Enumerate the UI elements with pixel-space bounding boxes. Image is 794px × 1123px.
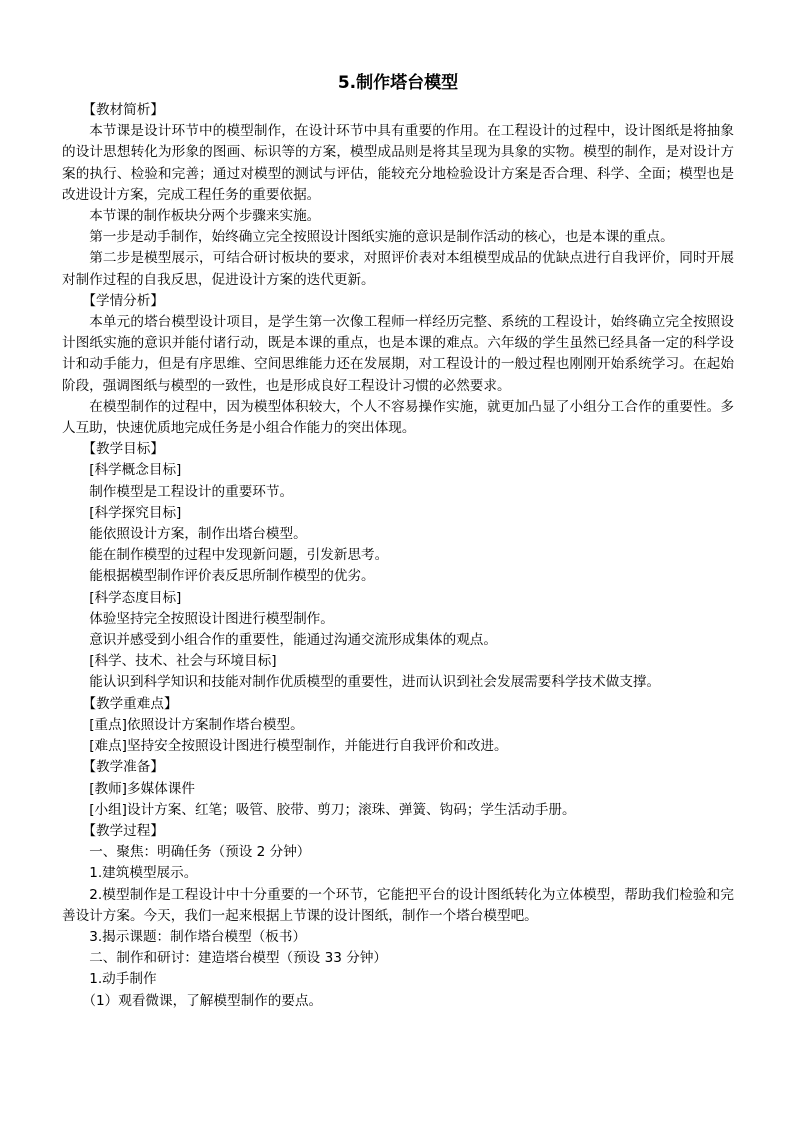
process-step: 3.揭示课题：制作塔台模型（板书） (89, 928, 307, 945)
process-step: 1.建筑模型展示。 (89, 865, 198, 882)
goal-category: [科学探究目标] (89, 504, 182, 521)
process-step: 2.模型制作是工程设计中十分重要的一个环节，它能把平台的设计图纸转化为立体模型，帮助我们检验和完善设计方案。今天，我们一起来根据上节课的设计图纸，制作一个塔台模型吧。 (62, 886, 734, 924)
goal-item: 能依照设计方案，制作出塔台模型。 (89, 526, 307, 543)
section-heading-textbook-analysis: 【教材简析】 (82, 102, 164, 118)
preparation-item: [小组]设计方案、红笔；吸管、胶带、剪刀；滚珠、弹簧、钩码；学生活动手册。 (89, 801, 576, 818)
paragraph: 本节课是设计环节中的模型制作，在设计环节中具有重要的作用。在工程设计的过程中，设计图纸是将抽象的设计思想转化为形象的图画、标识等的方案，模型成品则是将其呈现为具象的实物。模型的制作，是对设计方案的执行、检验和完善；通过对模型的测试与评估，能较充分地检验设计方案是否合理、科学、全面；模型也是改进设计方案，完成工程任务的重要依据。 (62, 123, 734, 203)
key-point-item: [重点]依照设计方案制作塔台模型。 (89, 716, 304, 733)
page-title: 5.制作塔台模型 (337, 73, 459, 93)
key-point-item: [难点]坚持安全按照设计图进行模型制作，并能进行自我评价和改进。 (89, 738, 508, 755)
section-heading-process: 【教学过程】 (82, 822, 164, 839)
paragraph: 本节课的制作板块分两个步骤来实施。 (89, 208, 321, 225)
paragraph: 第二步是模型展示，可结合研讨板块的要求，对照评价表对本组模型成品的优缺点进行自我评价，同时开展对制作过程的自我反思，促进设计方案的迭代更新。 (62, 250, 734, 288)
goal-item: 能认识到科学知识和技能对制作优质模型的重要性，进而认识到社会发展需要科学技术做支撑。 (89, 674, 661, 691)
section-heading-key-points: 【教学重难点】 (82, 695, 178, 712)
goal-category: [科学概念目标] (89, 462, 182, 479)
process-step: （1）观看微课，了解模型制作的要点。 (82, 992, 323, 1009)
paragraph: 第一步是动手制作，始终确立完全按照设计图纸实施的意识是制作活动的核心，也是本课的重点。 (89, 229, 674, 246)
paragraph: 在模型制作的过程中，因为模型体积较大，个人不容易操作实施，就更加凸显了小组分工合作的重要性。多人互助，快速优质地完成任务是小组合作能力的突出体现。 (62, 398, 734, 437)
document-page (62, 72, 734, 1012)
goal-item: 能根据模型制作评价表反思所制作模型的优劣。 (89, 568, 375, 585)
goal-category: [科学、技术、社会与环境目标] (89, 653, 277, 670)
process-step: 1.动手制作 (89, 971, 157, 988)
preparation-item: [教师]多媒体课件 (89, 780, 195, 797)
goal-item: 意识并感受到小组合作的重要性，能通过沟通交流形成集体的观点。 (89, 632, 497, 649)
process-step: 一、聚焦：明确任务（预设 2 分钟） (89, 844, 311, 861)
goal-item: 制作模型是工程设计的重要环节。 (89, 483, 294, 500)
paragraph: 本单元的塔台模型设计项目，是学生第一次像工程师一样经历完整、系统的工程设计，始终确立完全按照设计图纸实施的意识并能付诸行动，既是本课的重点，也是本课的难点。六年级的学生虽然已经具备一定的科学设计和动手能力，但是有序思维、空间思维能力还在发展期，对工程设计的一般过程也刚刚开始系统学习。在起始阶段，强调图纸与模型的一致性，也是形成良好工程设计习惯的必然要求。 (62, 314, 734, 394)
goal-item: 能在制作模型的过程中发现新问题，引发新思考。 (89, 547, 389, 564)
process-step: 二、制作和研讨：建造塔台模型（预设 33 分钟） (89, 950, 388, 967)
goal-category: [科学态度目标] (89, 589, 182, 606)
goal-item: 体验坚持完全按照设计图进行模型制作。 (89, 610, 334, 627)
section-heading-preparation: 【教学准备】 (82, 759, 164, 776)
section-heading-teaching-goals: 【教学目标】 (82, 441, 164, 458)
section-heading-learner-analysis: 【学情分析】 (82, 292, 164, 309)
